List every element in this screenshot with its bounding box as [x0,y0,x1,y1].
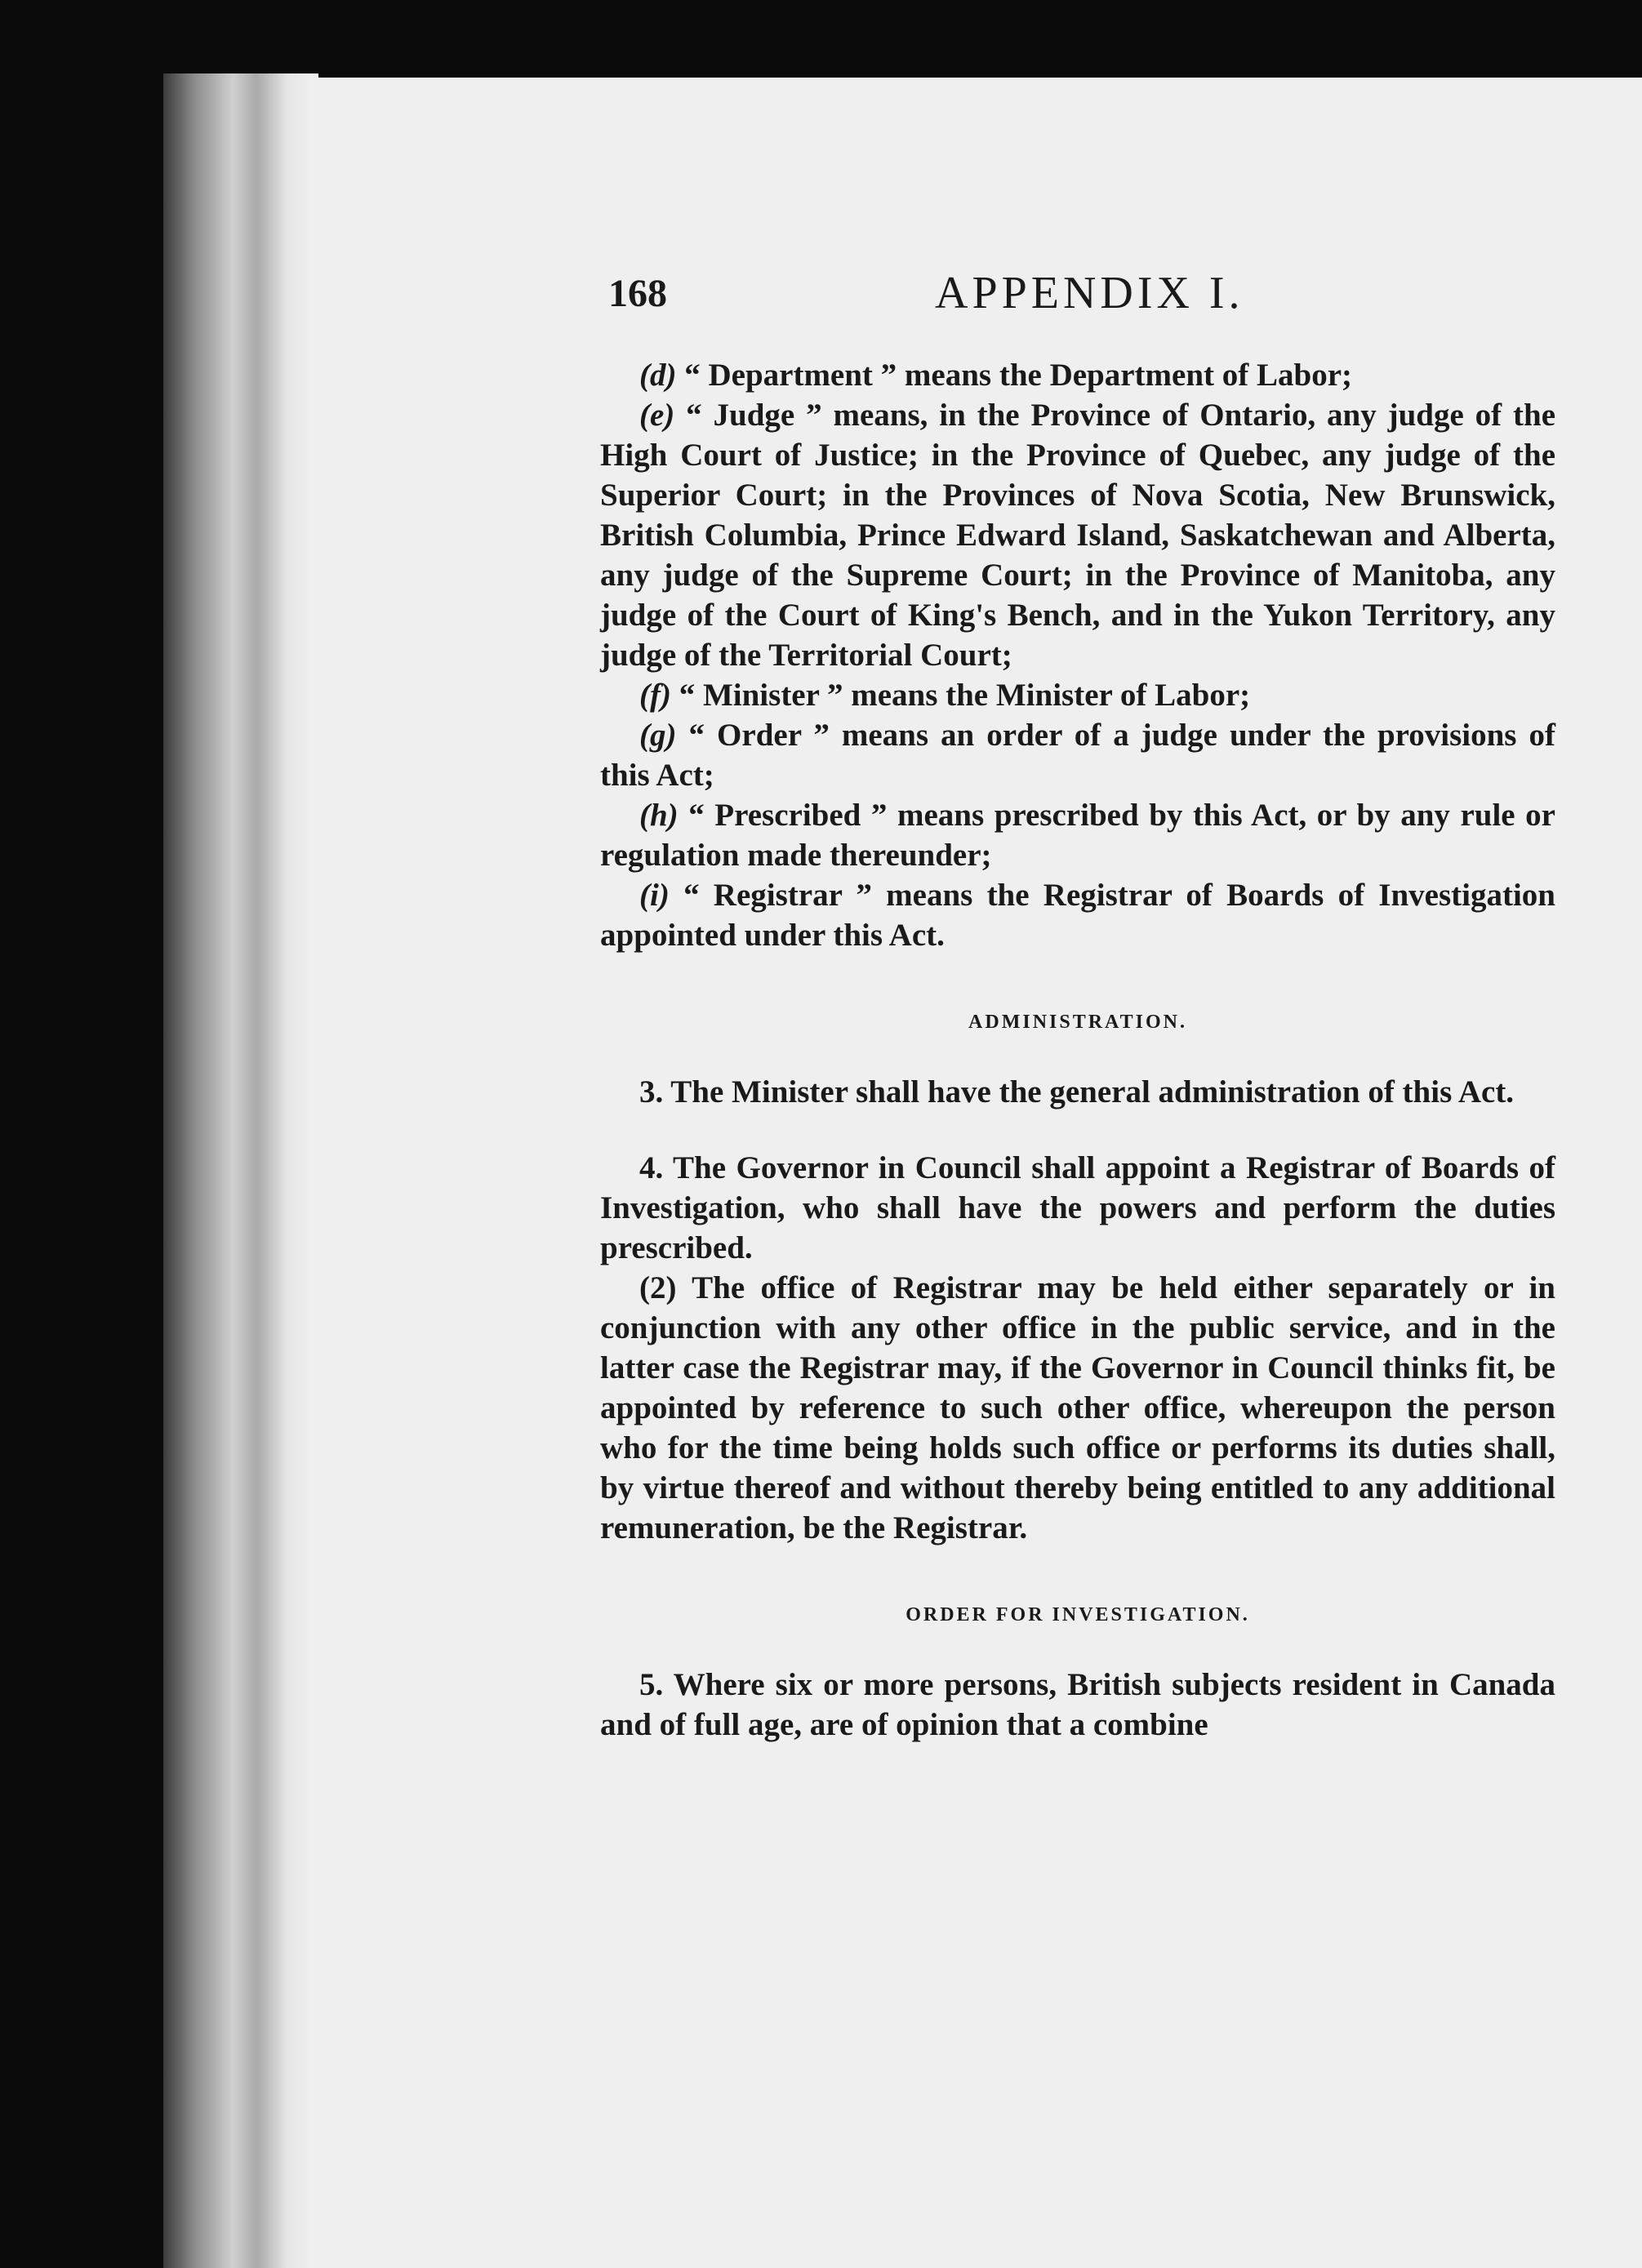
page-text [600,265,1555,1745]
section-5: 5. Where six or more persons, British subjects resident in Canada and of full age, are of opinion that a combine [600,1667,1555,1742]
definition-d [600,355,1555,395]
definition-text: “ Registrar ” means the Registrar of Boards of Investigation appointed under this Act. [600,878,1556,953]
definition-text: “ Judge ” means, in the Province of Ontario, any judge of the High Court of Justice; in the Province of Quebec, any judge of the Superior Court; in the Provinces of Nova Scotia, New Brunswick, British Columbia, Prince Edward Island, Saskatchewan and Alberta, any judge of the Supreme Court; in the Province of Manitoba, any judge of the Court of King's Bench, and in the Yukon Territory, any judge of the Territorial Court; [600,398,1555,673]
definition-text: “ Order ” means an order of a judge under the provisions of this Act; [600,718,1556,793]
definition-e [600,395,1555,675]
definition-text: “ Minister ” means the Minister of Labor; [679,678,1251,713]
definition-mark: (g) [639,718,677,753]
definition-mark: (i) [639,878,670,913]
paragraph-gap [600,1112,1555,1148]
definition-i [600,875,1555,955]
section-3: 3. The Minister shall have the general administration of this Act. [639,1074,1515,1110]
page-header [600,265,1555,339]
definition-f [600,675,1555,715]
definition-mark: (e) [639,398,675,433]
definition-text: “ Prescribed ” means prescribed by this Act, or by any rule or regulation made thereunder; [600,798,1555,873]
definition-h [600,795,1555,875]
definition-text: “ Department ” means the Department of Labor; [684,358,1352,393]
section-heading-order-for-investigation: ORDER FOR INVESTIGATION. [906,1604,1250,1625]
definition-mark: (f) [639,678,671,713]
running-head: APPENDIX I. [935,268,1244,318]
book-gutter [163,73,318,2268]
definition-mark: (d) [639,358,677,393]
definition-g [600,715,1555,795]
page-number: 168 [608,272,667,315]
section-4-subsection-2: (2) The office of Registrar may be held either separately or in conjunction with any other office in the public service, and in the latter case the Registrar may, if the Governor in Council thinks fit, be appointed by reference to such other office, whereupon the person who for the time being holds such office or performs its duties shall, by virtue thereof and without thereby being entitled to any additional remuneration, be the Registrar. [600,1270,1555,1545]
section-heading-administration: ADMINISTRATION. [968,1012,1187,1033]
section-4: 4. The Governor in Council shall appoint a Registrar of Boards of Investigation, who shall have the powers and perform the duties prescribed. [600,1150,1555,1265]
definition-mark: (h) [639,798,679,833]
